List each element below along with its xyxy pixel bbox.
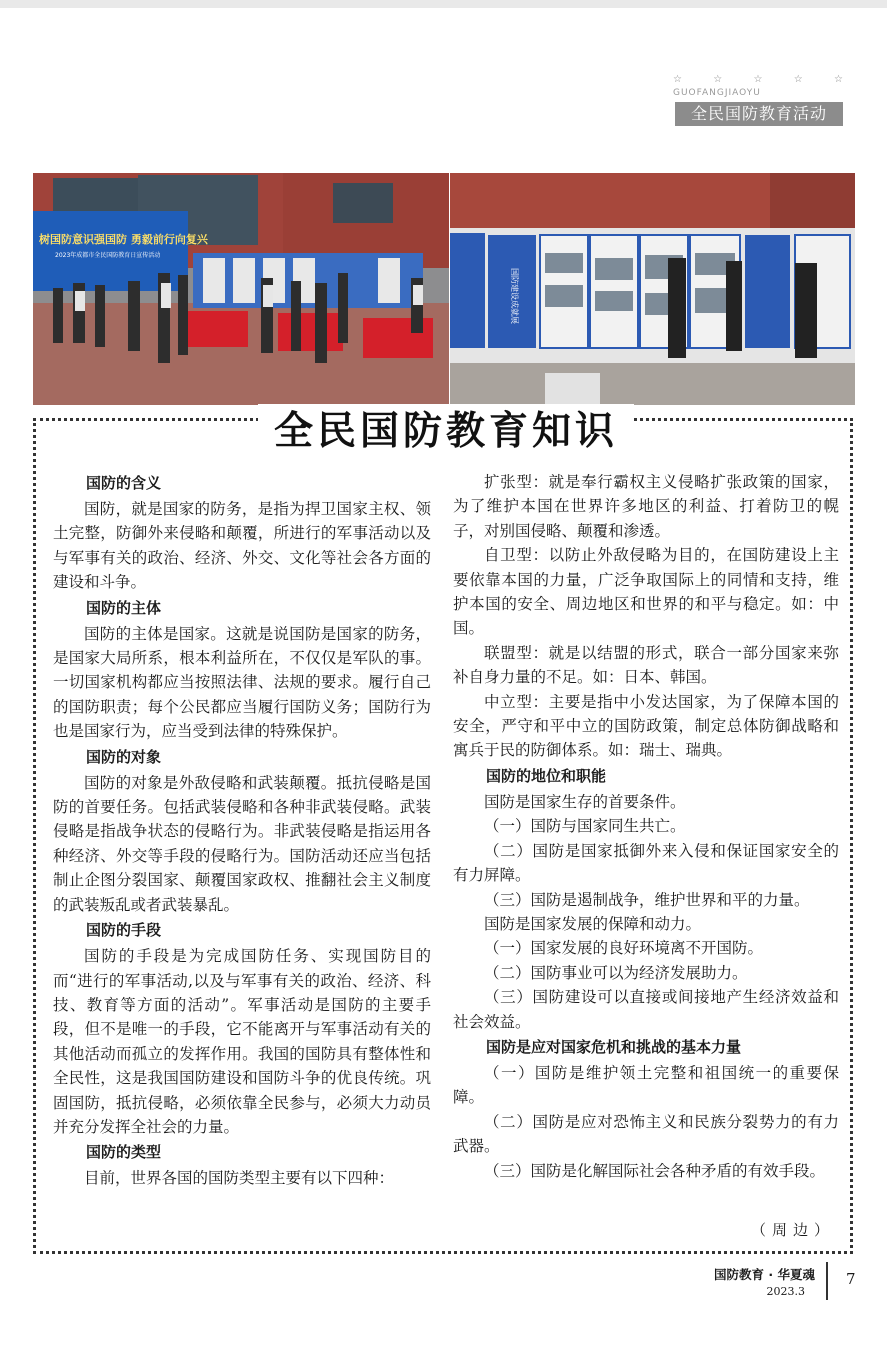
section-heading: 国防的地位和职能 [486,766,607,785]
paragraph: （二）国防是国家抵御外来入侵和保证国家安全的有力屏障。 [453,841,839,885]
backdrop-title: 树国防意识强国防 勇毅前行向复兴 [39,233,208,246]
paragraph: （一）国防与国家同生共亡。 [484,817,686,836]
event-photo-right [450,173,855,405]
footer-divider [826,1262,828,1300]
top-band [0,0,887,8]
backdrop-subtitle: 2023年成都市全民国防教育日宣传活动 [55,252,161,259]
paragraph: （一）国家发展的良好环境离不开国防。 [484,939,764,958]
paragraph: 国防，就是国家的防务，是指为捍卫国家主权、领土完整，防御外来侵略和颠覆，所进行的军事活动以及与军事有关的政治、经济、外交、文化等社会各方面的建设和斗争。 [53,500,431,592]
page-number: 7 [846,1270,856,1288]
star-icon: ☆ [793,74,803,85]
section-tag: 全民国防教育活动 [675,102,843,126]
board-title: 国防建设成就展 [510,268,519,324]
paragraph: （三）国防建设可以直接或间接地产生经济效益和社会效益。 [453,988,839,1031]
star-row [673,74,843,85]
right-column [453,470,839,1183]
section-heading: 国防的对象 [86,747,162,766]
paragraph: （三）国防是化解国际社会各种矛盾的有效手段。 [484,1161,826,1180]
paragraph: （三）国防是遏制战争，维护世界和平的力量。 [484,890,810,909]
paragraph: 扩张型：就是奉行霸权主义侵略扩张政策的国家，为了维护本国在世界许多地区的利益、打着防卫的幌子，对别国侵略、颠覆和渗透。 [453,473,839,540]
star-icon: ☆ [834,74,843,85]
byline: （周边） [750,1221,835,1239]
issue-date: 2023.3 [766,1285,805,1298]
star-icon: ☆ [713,74,723,85]
paragraph: 国防是国家发展的保障和动力。 [484,914,702,933]
paragraph: （二）国防是应对恐怖主义和民族分裂势力的有力武器。 [453,1112,839,1156]
paragraph: 自卫型：以防止外敌侵略为目的，在国防建设上主要依靠本国的力量，广泛争取国际上的同情和支持，维护本国的安全、周边地区和世界的和平与稳定。如：中国。 [453,546,839,638]
paragraph: 国防是国家生存的首要条件。 [484,792,686,811]
paragraph: 目前，世界各国的国防类型主要有以下四种： [84,1169,395,1188]
paragraph: 中立型：主要是指中小发达国家，为了保障本国的安全，严守和平中立的国防政策，制定总体防御战略和寓兵于民的防御体系。如：瑞士、瑞典。 [453,692,839,760]
magazine-name: 国防教育 · 华夏魂 [714,1267,815,1282]
section-heading: 国防的含义 [86,474,162,492]
paragraph: 联盟型：就是以结盟的形式，联合一部分国家来弥补自身力量的不足。如：日本、韩国。 [453,643,839,687]
paragraph: （一）国防是维护领土完整和祖国统一的重要保障。 [453,1063,839,1107]
event-photo-left [33,173,449,405]
paragraph: 国防的手段是为完成国防任务、实现国防目的而“进行的军事活动,以及与军事有关的政治、经济、科技、教育等方面的活动”。军事活动是国防的主要手段，但不是唯一的手段，它不能离开与军事活动有关的其他活动而孤立的发挥作用。我国的国防具有整体性和全民性，这是我国国防建设和国防斗争的优良传统。巩固国防，抵抗侵略，必须依靠全民参与，必须大力动员并充分发挥全社会的力量。 [53,947,431,1136]
star-icon: ☆ [753,74,763,85]
left-column [53,470,431,1191]
section-heading: 国防的主体 [86,598,162,617]
star-icon: ☆ [673,74,682,85]
section-heading: 国防的手段 [86,921,162,940]
paragraph: （二）国防事业可以为经济发展助力。 [484,963,748,982]
article-title: 全民国防教育知识 [258,404,634,458]
paragraph: 国防的主体是国家。这就是说国防是国家的防务，是国家大局所系，根本利益所在，不仅仅是军队的事。一切国家机构都应当按照法律、法规的要求。履行自己的国防职责；每个公民都应当履行国防义务；国防行为也是国家行为，应当受到法律的特殊保护。 [53,624,431,741]
section-heading: 国防的类型 [86,1143,162,1162]
paragraph: 国防的对象是外敌侵略和武装颠覆。抵抗侵略是国防的首要任务。包括武装侵略和各种非武装侵略。武装侵略是指战争状态的侵略行为。非武装侵略是指运用各种经济、外交等手段的侵略行为。国防活动还应当包括制止企图分裂国家、颠覆国家政权、推翻社会主义制度的武装叛乱或者武装暴乱。 [53,773,431,914]
section-heading: 国防是应对国家危机和挑战的基本力量 [486,1037,742,1056]
section-pinyin: GUOFANGJIAOYU [673,88,761,98]
